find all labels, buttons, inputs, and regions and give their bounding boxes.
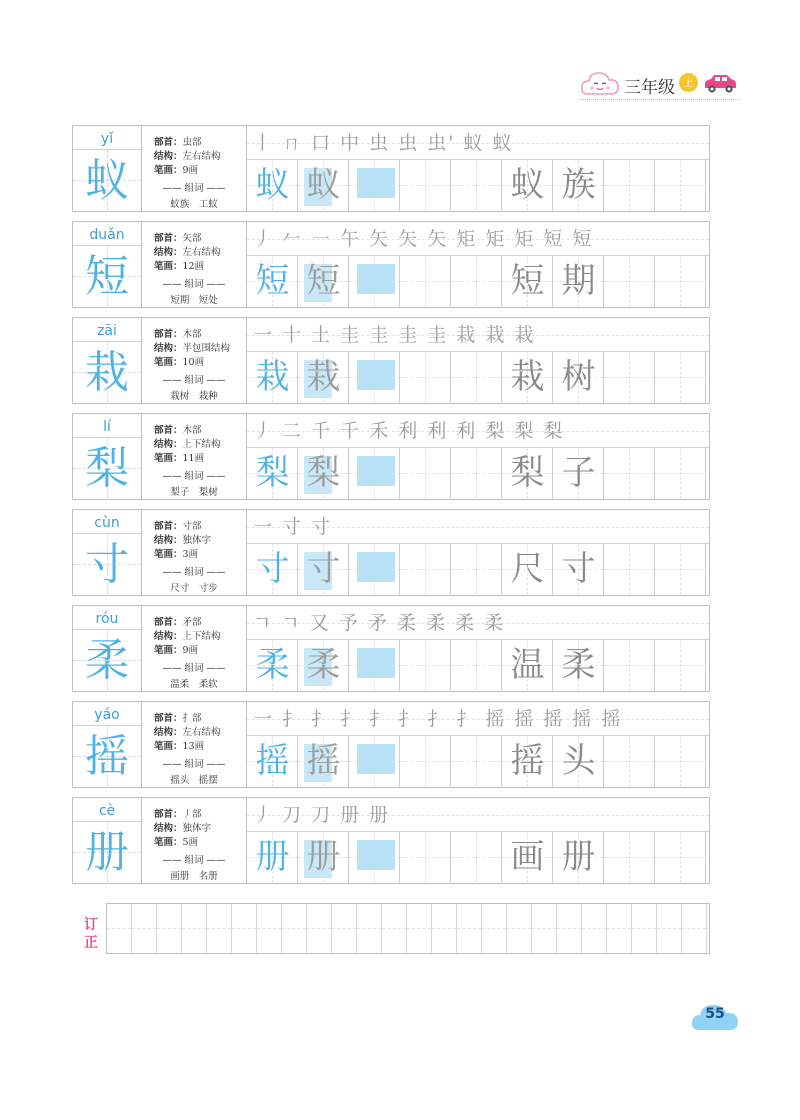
radical-label: 部首： xyxy=(154,521,183,532)
stroke-order-row xyxy=(247,126,709,160)
practice-char-trace: 柔 xyxy=(255,645,290,685)
writing-grid xyxy=(247,736,709,787)
practice-char-trace: 册 xyxy=(255,837,290,877)
main-character xyxy=(73,822,141,883)
word-group-label: —— 组词 —— xyxy=(162,759,226,770)
writing-cell[interactable] xyxy=(451,160,502,211)
stroke-sequence: 一 扌 扌 扌 扌 扌 扌 扌 摇 摇 摇 摇 摇 xyxy=(253,708,623,730)
writing-cell[interactable] xyxy=(349,448,400,499)
writing-cell[interactable] xyxy=(655,160,706,211)
practice-char-trace: 蚁 xyxy=(255,165,290,205)
word-char: 画 xyxy=(510,837,545,877)
writing-grid xyxy=(247,448,709,499)
writing-cell[interactable] xyxy=(400,640,451,691)
stroke-count: 9画 xyxy=(182,165,199,176)
writing-cell[interactable] xyxy=(400,256,451,307)
writing-cell[interactable] xyxy=(604,352,655,403)
correction-cell[interactable] xyxy=(257,904,282,953)
writing-cell[interactable] xyxy=(400,832,451,883)
grade-label: 三年级 xyxy=(624,78,675,98)
writing-cell[interactable] xyxy=(349,160,400,211)
practice-char-trace: 寸 xyxy=(255,549,290,589)
main-character xyxy=(73,438,141,499)
radical-value: 扌部 xyxy=(182,713,202,724)
main-character xyxy=(73,150,141,211)
word-group-label: —— 组词 —— xyxy=(162,663,226,674)
word-group-label: —— 组词 —— xyxy=(162,279,226,290)
correction-cell[interactable] xyxy=(107,904,132,953)
radical-value: 矛部 xyxy=(182,617,202,628)
radical-label: 部首： xyxy=(154,617,183,628)
word-examples: 温柔 柔软 xyxy=(170,679,218,690)
writing-cell[interactable] xyxy=(502,256,553,307)
cloud-face-icon xyxy=(580,70,620,96)
word-examples: 尺寸 寸步 xyxy=(170,583,218,594)
writing-cell[interactable] xyxy=(604,448,655,499)
writing-cell[interactable] xyxy=(349,256,400,307)
word-char: 蚁 xyxy=(510,165,545,205)
writing-cell[interactable] xyxy=(247,736,298,787)
writing-cell[interactable] xyxy=(502,640,553,691)
practice-area xyxy=(246,797,710,884)
writing-cell[interactable] xyxy=(400,448,451,499)
highlight-box xyxy=(357,840,395,870)
char-card xyxy=(72,413,142,500)
stroke-order-row xyxy=(247,606,709,640)
writing-cell[interactable] xyxy=(298,832,349,883)
strokes-label: 笔画： xyxy=(154,357,183,368)
strokes-label: 笔画： xyxy=(154,645,183,656)
correction-cell[interactable] xyxy=(582,904,607,953)
writing-grid xyxy=(247,352,709,403)
practice-char-faint: 册 xyxy=(306,837,341,877)
writing-cell[interactable] xyxy=(247,352,298,403)
stroke-order-row xyxy=(247,318,709,352)
writing-cell[interactable] xyxy=(298,544,349,595)
stroke-count: 3画 xyxy=(182,549,199,560)
writing-cell[interactable] xyxy=(553,352,604,403)
word-char: 短 xyxy=(510,261,545,301)
pinyin: lí xyxy=(73,414,141,438)
structure-label: 结构： xyxy=(154,151,183,162)
char-card xyxy=(72,125,142,212)
char-info xyxy=(142,221,246,308)
character: 册 xyxy=(85,827,129,878)
practice-char-trace: 栽 xyxy=(255,357,290,397)
word-group-label: —— 组词 —— xyxy=(162,855,226,866)
stroke-count: 5画 xyxy=(182,837,199,848)
highlight-box xyxy=(357,456,395,486)
character: 蚁 xyxy=(85,155,129,206)
correction-cell[interactable] xyxy=(532,904,557,953)
writing-cell[interactable] xyxy=(247,256,298,307)
structure-value: 独体字 xyxy=(182,823,212,834)
word-group-label: —— 组词 —— xyxy=(162,183,226,194)
writing-cell[interactable] xyxy=(349,736,400,787)
strokes-label: 笔画： xyxy=(154,837,183,848)
char-info xyxy=(142,317,246,404)
writing-cell[interactable] xyxy=(400,736,451,787)
writing-cell[interactable] xyxy=(502,544,553,595)
word-char: 摇 xyxy=(510,741,545,781)
word-char: 栽 xyxy=(510,357,545,397)
word-group-label: —— 组词 —— xyxy=(162,375,226,386)
writing-grid xyxy=(247,544,709,595)
practice-char-faint: 栽 xyxy=(306,357,341,397)
correction-cell[interactable] xyxy=(507,904,532,953)
highlight-box xyxy=(357,744,395,774)
structure-label: 结构： xyxy=(154,823,183,834)
stroke-count: 9画 xyxy=(182,645,199,656)
writing-cell[interactable] xyxy=(655,832,706,883)
writing-cell[interactable] xyxy=(502,832,553,883)
strokes-label: 笔画： xyxy=(154,453,183,464)
word-group-label: —— 组词 —— xyxy=(162,567,226,578)
radical-value: 寸部 xyxy=(182,521,202,532)
pinyin: cè xyxy=(73,798,141,822)
writing-cell[interactable] xyxy=(247,640,298,691)
radical-label: 部首： xyxy=(154,233,183,244)
correction-label: 订正 xyxy=(84,917,98,951)
word-char: 柔 xyxy=(561,645,596,685)
main-character xyxy=(73,534,141,595)
writing-cell[interactable] xyxy=(451,832,502,883)
stroke-order-row xyxy=(247,798,709,832)
character-block xyxy=(72,509,710,596)
writing-cell[interactable] xyxy=(451,448,502,499)
char-info xyxy=(142,413,246,500)
strokes-label: 笔画： xyxy=(154,261,183,272)
word-char: 树 xyxy=(561,357,596,397)
stroke-sequence: 一 十 土 圭 圭 圭 圭 栽 栽 栽 xyxy=(253,324,536,346)
highlight-box xyxy=(357,360,395,390)
writing-cell[interactable] xyxy=(298,448,349,499)
practice-area xyxy=(246,701,710,788)
header-divider xyxy=(580,99,740,100)
char-card xyxy=(72,221,142,308)
radical-label: 部首： xyxy=(154,425,183,436)
radical-value: 木部 xyxy=(182,329,202,340)
writing-cell[interactable] xyxy=(247,160,298,211)
stroke-order-row xyxy=(247,414,709,448)
character-block xyxy=(72,125,710,212)
strokes-label: 笔画： xyxy=(154,165,183,176)
writing-cell[interactable] xyxy=(451,352,502,403)
pinyin: róu xyxy=(73,606,141,630)
writing-grid xyxy=(247,160,709,211)
character-block xyxy=(72,317,710,404)
practice-char-faint: 寸 xyxy=(306,549,341,589)
practice-area xyxy=(246,221,710,308)
word-char: 子 xyxy=(561,453,596,493)
character-block xyxy=(72,797,710,884)
writing-cell[interactable] xyxy=(349,640,400,691)
writing-cell[interactable] xyxy=(553,736,604,787)
structure-value: 独体字 xyxy=(182,535,212,546)
strokes-label: 笔画： xyxy=(154,741,183,752)
writing-cell[interactable] xyxy=(400,160,451,211)
writing-cell[interactable] xyxy=(604,256,655,307)
writing-cell[interactable] xyxy=(502,160,553,211)
radical-value: 虫部 xyxy=(182,137,202,148)
correction-cell[interactable] xyxy=(232,904,257,953)
writing-cell[interactable] xyxy=(553,640,604,691)
character: 梨 xyxy=(85,443,129,494)
stroke-sequence: 丿 𠂉 ㇐ 午 矢 矢 矢 矩 矩 矩 短 短 xyxy=(253,228,594,250)
practice-char-trace: 短 xyxy=(255,261,290,301)
character-block xyxy=(72,221,710,308)
writing-cell[interactable] xyxy=(400,544,451,595)
radical-label: 部首： xyxy=(154,713,183,724)
stroke-count: 11画 xyxy=(182,453,205,464)
correction-cell[interactable] xyxy=(407,904,432,953)
practice-char-faint: 短 xyxy=(306,261,341,301)
word-char: 册 xyxy=(561,837,596,877)
correction-cell[interactable] xyxy=(682,904,707,953)
correction-cell[interactable] xyxy=(557,904,582,953)
structure-value: 上下结构 xyxy=(182,631,221,642)
word-char: 寸 xyxy=(561,549,596,589)
radical-value: 木部 xyxy=(182,425,202,436)
char-card xyxy=(72,701,142,788)
writing-cell[interactable] xyxy=(451,256,502,307)
term-badge: 上 xyxy=(679,73,698,92)
word-char: 族 xyxy=(561,165,596,205)
writing-cell[interactable] xyxy=(298,640,349,691)
correction-cell[interactable] xyxy=(357,904,382,953)
word-group-label: —— 组词 —— xyxy=(162,471,226,482)
writing-cell[interactable] xyxy=(553,160,604,211)
writing-cell[interactable] xyxy=(247,832,298,883)
correction-cell[interactable] xyxy=(332,904,357,953)
structure-label: 结构： xyxy=(154,727,183,738)
character: 短 xyxy=(85,251,129,302)
highlight-box xyxy=(357,648,395,678)
practice-area xyxy=(246,413,710,500)
writing-cell[interactable] xyxy=(502,352,553,403)
correction-cell[interactable] xyxy=(132,904,157,953)
stroke-count: 10画 xyxy=(182,357,205,368)
main-character xyxy=(73,630,141,691)
stroke-count: 12画 xyxy=(182,261,205,272)
stroke-sequence: 丨 ㄇ 口 中 虫 虫 虫' 蚁 蚁 xyxy=(253,132,514,154)
writing-grid xyxy=(247,256,709,307)
correction-cell[interactable] xyxy=(307,904,332,953)
writing-cell[interactable] xyxy=(655,544,706,595)
correction-cell[interactable] xyxy=(282,904,307,953)
writing-cell[interactable] xyxy=(298,160,349,211)
character: 寸 xyxy=(85,539,129,590)
correction-cell[interactable] xyxy=(182,904,207,953)
structure-label: 结构： xyxy=(154,535,183,546)
character-block xyxy=(72,701,710,788)
main-character xyxy=(73,246,141,307)
structure-label: 结构： xyxy=(154,343,183,354)
correction-cell[interactable] xyxy=(457,904,482,953)
pinyin: zāi xyxy=(73,318,141,342)
word-char: 期 xyxy=(561,261,596,301)
char-info xyxy=(142,125,246,212)
practice-char-faint: 摇 xyxy=(306,741,341,781)
strokes-label: 笔画： xyxy=(154,549,183,560)
writing-cell[interactable] xyxy=(604,544,655,595)
word-examples: 梨子 梨树 xyxy=(170,487,218,498)
word-examples: 摇头 摇摆 xyxy=(170,775,218,786)
stroke-count: 13画 xyxy=(182,741,205,752)
writing-cell[interactable] xyxy=(349,544,400,595)
structure-label: 结构： xyxy=(154,631,183,642)
radical-label: 部首： xyxy=(154,329,183,340)
correction-cell[interactable] xyxy=(157,904,182,953)
correction-grid[interactable] xyxy=(106,903,710,954)
correction-cell[interactable] xyxy=(657,904,682,953)
pinyin: duǎn xyxy=(73,222,141,246)
character-block xyxy=(72,605,710,692)
writing-cell[interactable] xyxy=(655,448,706,499)
correction-cell[interactable] xyxy=(207,904,232,953)
stroke-sequence: 丿 二 千 千 禾 利 利 利 梨 梨 梨 xyxy=(253,420,565,442)
stroke-order-row xyxy=(247,702,709,736)
char-card xyxy=(72,797,142,884)
char-info xyxy=(142,797,246,884)
word-examples: 画册 名册 xyxy=(170,871,218,882)
highlight-box xyxy=(357,168,395,198)
char-card xyxy=(72,509,142,596)
stroke-order-row xyxy=(247,510,709,544)
word-char: 尺 xyxy=(510,549,545,589)
practice-char-faint: 梨 xyxy=(306,453,341,493)
practice-area xyxy=(246,605,710,692)
writing-grid xyxy=(247,640,709,691)
char-card xyxy=(72,317,142,404)
writing-cell[interactable] xyxy=(349,832,400,883)
writing-cell[interactable] xyxy=(553,544,604,595)
character-block xyxy=(72,413,710,500)
word-char: 温 xyxy=(510,645,545,685)
correction-cell[interactable] xyxy=(632,904,657,953)
writing-cell[interactable] xyxy=(604,832,655,883)
radical-value: 丿部 xyxy=(182,809,202,820)
main-character xyxy=(73,342,141,403)
writing-cell[interactable] xyxy=(451,640,502,691)
structure-label: 结构： xyxy=(154,247,183,258)
page-header xyxy=(580,64,740,100)
correction-cell[interactable] xyxy=(432,904,457,953)
pinyin: yǐ xyxy=(73,126,141,150)
character: 摇 xyxy=(85,731,129,782)
practice-char-trace: 梨 xyxy=(255,453,290,493)
practice-char-faint: 柔 xyxy=(306,645,341,685)
pinyin: yáo xyxy=(73,702,141,726)
writing-cell[interactable] xyxy=(451,544,502,595)
page-number-badge xyxy=(690,998,740,1034)
correction-cell[interactable] xyxy=(382,904,407,953)
pinyin: cùn xyxy=(73,510,141,534)
writing-cell[interactable] xyxy=(655,640,706,691)
writing-cell[interactable] xyxy=(502,736,553,787)
highlight-box xyxy=(357,552,395,582)
correction-cell[interactable] xyxy=(482,904,507,953)
word-examples: 短期 短处 xyxy=(170,295,218,306)
stroke-sequence: 丿 刀 刀 册 册 xyxy=(253,804,391,826)
writing-cell[interactable] xyxy=(298,736,349,787)
structure-value: 左右结构 xyxy=(182,247,221,258)
writing-cell[interactable] xyxy=(604,736,655,787)
writing-cell[interactable] xyxy=(655,736,706,787)
writing-cell[interactable] xyxy=(247,448,298,499)
page-number: 55 xyxy=(705,1006,725,1022)
stroke-sequence: ㄱ ㄱ 又 予 矛 柔 柔 柔 柔 xyxy=(253,612,506,634)
writing-cell[interactable] xyxy=(604,160,655,211)
writing-cell[interactable] xyxy=(604,640,655,691)
writing-cell[interactable] xyxy=(451,736,502,787)
highlight-box xyxy=(357,264,395,294)
radical-label: 部首： xyxy=(154,809,183,820)
char-card xyxy=(72,605,142,692)
writing-cell[interactable] xyxy=(400,352,451,403)
writing-grid xyxy=(247,832,709,883)
writing-cell[interactable] xyxy=(553,256,604,307)
writing-cell[interactable] xyxy=(655,352,706,403)
writing-cell[interactable] xyxy=(298,352,349,403)
main-character xyxy=(73,726,141,787)
writing-cell[interactable] xyxy=(349,352,400,403)
word-char: 头 xyxy=(561,741,596,781)
word-char: 梨 xyxy=(510,453,545,493)
writing-cell[interactable] xyxy=(655,256,706,307)
structure-value: 上下结构 xyxy=(182,439,221,450)
practice-area xyxy=(246,509,710,596)
writing-cell[interactable] xyxy=(247,544,298,595)
radical-label: 部首： xyxy=(154,137,183,148)
radical-value: 矢部 xyxy=(182,233,202,244)
stroke-order-row xyxy=(247,222,709,256)
char-info xyxy=(142,605,246,692)
practice-area xyxy=(246,317,710,404)
stroke-sequence: 一 寸 寸 xyxy=(253,516,333,538)
writing-cell[interactable] xyxy=(553,832,604,883)
car-icon xyxy=(702,72,738,94)
char-info xyxy=(142,701,246,788)
correction-cell[interactable] xyxy=(607,904,632,953)
writing-cell[interactable] xyxy=(502,448,553,499)
character: 柔 xyxy=(85,635,129,686)
structure-value: 左右结构 xyxy=(182,727,221,738)
word-examples: 蚁族 工蚁 xyxy=(170,199,218,210)
practice-area xyxy=(246,125,710,212)
structure-value: 左右结构 xyxy=(182,151,221,162)
character: 栽 xyxy=(85,347,129,398)
practice-char-trace: 摇 xyxy=(255,741,290,781)
writing-cell[interactable] xyxy=(298,256,349,307)
writing-cell[interactable] xyxy=(553,448,604,499)
char-info xyxy=(142,509,246,596)
word-examples: 栽树 栽种 xyxy=(170,391,218,402)
practice-char-faint: 蚁 xyxy=(306,165,341,205)
structure-label: 结构： xyxy=(154,439,183,450)
structure-value: 半包围结构 xyxy=(182,343,231,354)
